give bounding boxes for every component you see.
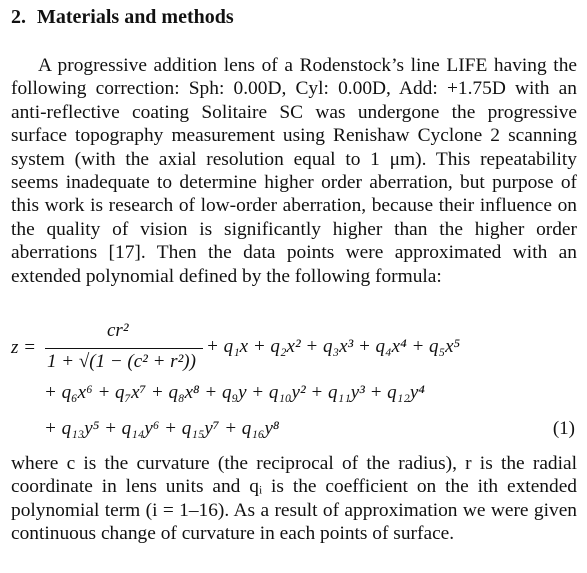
- fraction-bar: [45, 348, 203, 349]
- section-number: 2.: [11, 6, 26, 28]
- section-title: Materials and methods: [37, 6, 234, 28]
- equation-numerator: cr²: [107, 320, 129, 341]
- equation-line3-terms: + q₁₃y⁵ + q₁₄y⁶ + q₁₅y⁷ + q₁₆y⁸: [44, 418, 280, 439]
- equation-1: [0, 318, 587, 448]
- equation-line1-terms: + q₁x + q₂x² + q₃x³ + q₄x⁴ + q₅x⁵: [206, 336, 461, 357]
- equation-lhs: z =: [11, 337, 36, 358]
- equation-number: (1): [552, 418, 575, 439]
- equation-denominator: 1 + √(1 − (c² + r²)): [47, 351, 196, 372]
- section-heading: [11, 4, 234, 30]
- methods-paragraph-1: A progressive addition lens of a Rodenstock’s line LIFE having the following correction: Sph: 0.00D, Cyl: 0.00D, Add: +1.75D with an anti-reflective coating Solitaire SC was undergone the progressive surface topography measurement using Renishaw Cyclone 2 scanning system (with the axial resolution equal to 1 μm). This repeatability seems inadequate to determine higher order aberration, but purpose of this work is research of low-order aberration, because their influence on the quality of vision is significantly higher than the higher order aberrations [17]. Then the data points were approximated with an extended polynomial defined by the following formula:: [11, 55, 577, 287]
- methods-paragraph-2: where c is the curvature (the reciprocal of the radius), r is the radial coordinate in lens units and qᵢ is the coefficient on the ith extended polynomial term (i = 1–16). As a result of approximation we were given continuous change of curvature in each points of surface.: [11, 453, 577, 545]
- equation-line2-terms: + q₆x⁶ + q₇x⁷ + q₈x⁸ + q₉y + q₁₀y² + q₁₁y³ + q₁₂y⁴: [44, 382, 425, 403]
